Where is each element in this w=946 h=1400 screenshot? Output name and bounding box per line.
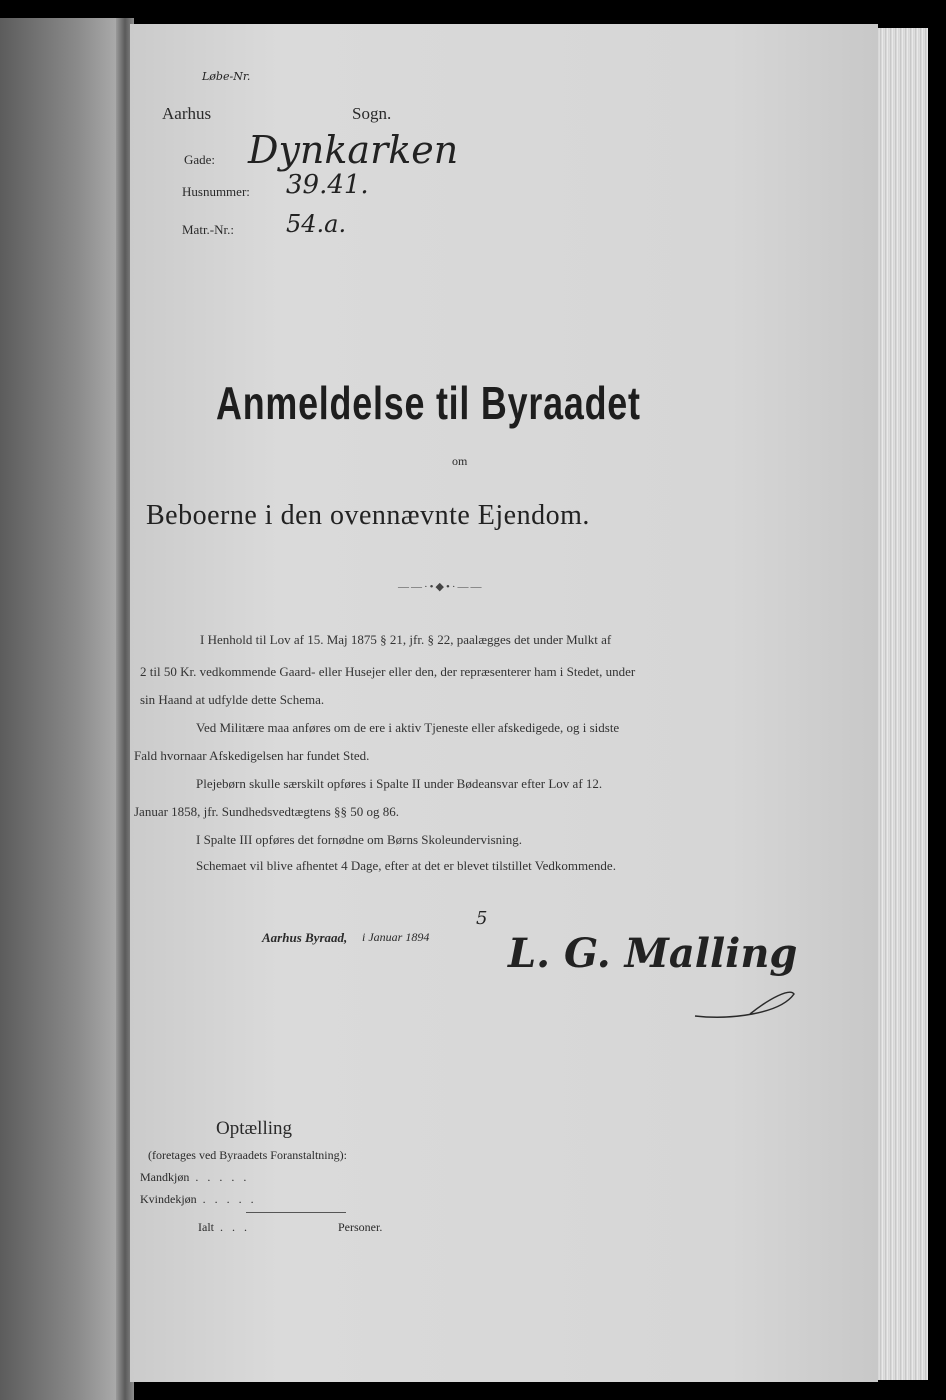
husnummer-label: Husnummer: (182, 184, 250, 199)
signoff-place: Aarhus Byraad, (262, 930, 348, 945)
instruction-line: Schemaet vil blive afhentet 4 Dage, efter at det er blevet tilstillet Vedkommende. (196, 858, 616, 873)
gade-value: Dynkarken (248, 128, 459, 172)
signature: L. G. Malling (508, 930, 798, 977)
page-stack-edges (874, 28, 928, 1380)
loebe-nr-label: Løbe-Nr. (202, 70, 251, 83)
total-label: Ialt (198, 1220, 214, 1234)
female-row: Kvindekjøn . . . . . (140, 1192, 257, 1206)
husnummer-value: 39.41. (286, 170, 369, 200)
year-correction: 5 (476, 908, 488, 929)
signoff-date: i Januar 1894 (362, 930, 430, 944)
instruction-line: Fald hvornaar Afskedigelsen har fundet Sted. (134, 748, 370, 763)
sum-line (246, 1212, 346, 1213)
female-label: Kvindekjøn (140, 1192, 197, 1206)
instruction-line: Plejebørn skulle særskilt opføres i Spalte II under Bødeansvar efter Lov af 12. (196, 776, 603, 791)
instruction-line: I Henhold til Lov af 15. Maj 1875 § 21, jfr. § 22, paalægges det under Mulkt af (200, 632, 612, 647)
male-row: Mandkjøn . . . . . (140, 1170, 250, 1184)
document-subtitle: Beboerne i den ovennævnte Ejendom. (146, 500, 590, 531)
document-page (130, 24, 878, 1382)
instruction-line: sin Haand at udfylde dette Schema. (140, 692, 325, 707)
total-row: Ialt . . . (198, 1220, 250, 1234)
male-label: Mandkjøn (140, 1170, 190, 1184)
persons-label: Personer. (338, 1220, 383, 1234)
instruction-line: Januar 1858, jfr. Sundhedsvedtægtens §§ 50 og 86. (134, 804, 400, 819)
left-facing-page (0, 18, 128, 1400)
ornament-divider: ——·•◆•·—— (398, 581, 484, 593)
count-title: Optælling (216, 1118, 293, 1139)
title-om: om (452, 454, 468, 468)
instruction-line: 2 til 50 Kr. vedkommende Gaard- eller Husejer eller den, der repræsenterer ham i Stedet, under (140, 664, 636, 679)
count-subtitle: (foretages ved Byraadets Foranstaltning): (148, 1148, 347, 1162)
parish-name: Aarhus (162, 104, 212, 123)
instruction-line: Ved Militære maa anføres om de ere i aktiv Tjeneste eller afskedigede, og i sidste (196, 720, 620, 735)
matr-label: Matr.-Nr.: (182, 222, 234, 237)
gade-label: Gade: (184, 152, 216, 167)
instruction-line: I Spalte III opføres det fornødne om Børns Skoleundervisning. (196, 832, 523, 847)
document-title: Anmeldelse til Byraadet (216, 377, 641, 429)
signature-flourish (690, 984, 800, 1024)
parish-label: Sogn. (352, 104, 392, 123)
matr-value: 54.a. (286, 210, 347, 238)
